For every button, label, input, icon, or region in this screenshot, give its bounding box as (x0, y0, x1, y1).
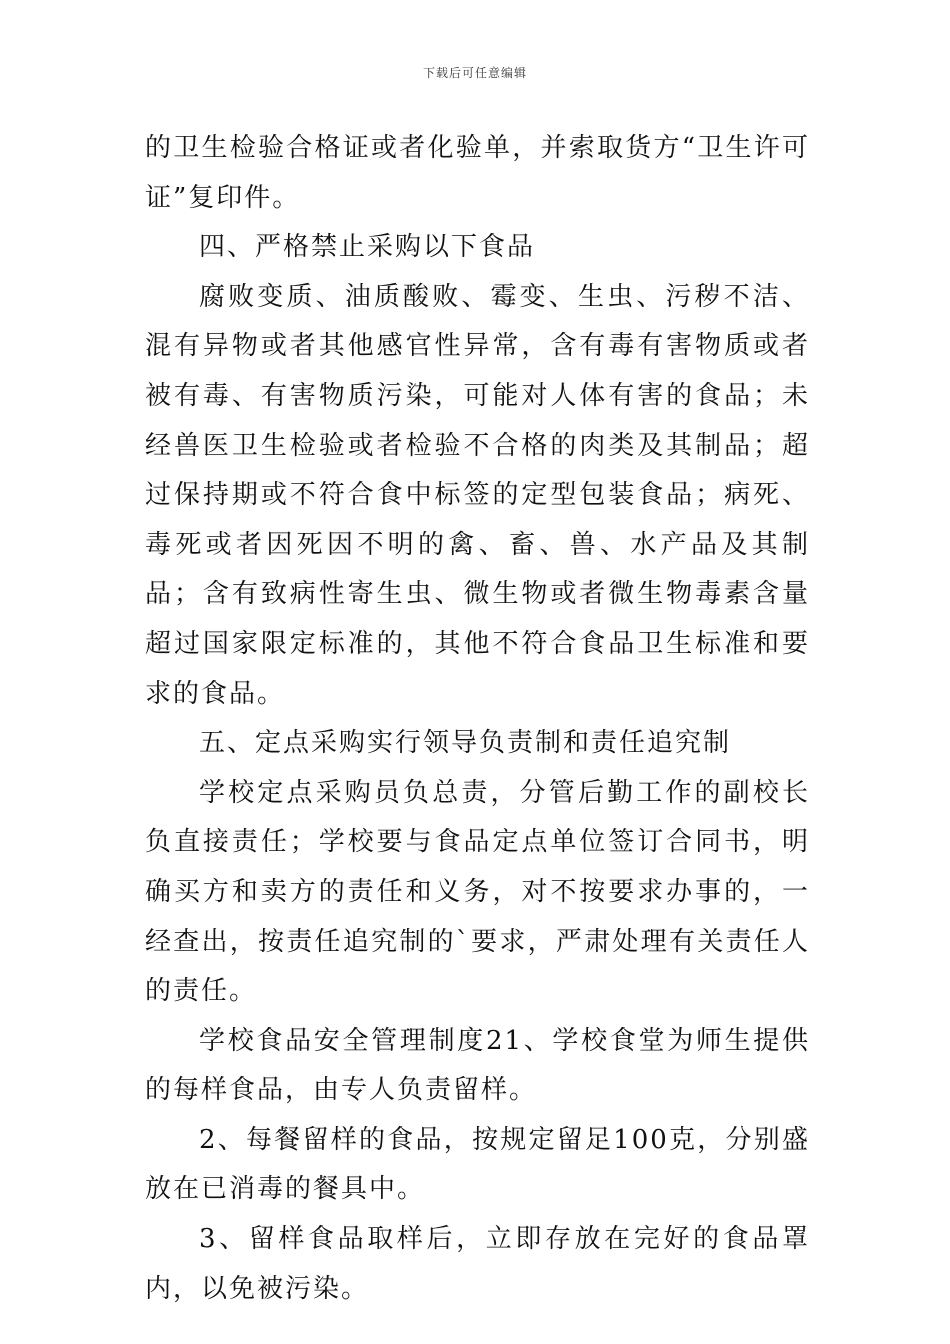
paragraph: 学校定点采购员负总责，分管后勤工作的副校长负直接责任；学校要与食品定点单位签订合同书，明确买方和卖方的责任和义务，对不按要求办事的，一经查出，按责任追究制的`要求，严肃处理有关责任人的责任。 (145, 777, 810, 1007)
paragraph: 腐败变质、油质酸败、霉变、生虫、污秽不洁、混有异物或者其他感官性异常，含有毒有害物质或者被有毒、有害物质污染，可能对人体有害的食品；未经兽医卫生检验或者检验不合格的肉类及其制品；超过保持期或不符合食中标签的定型包装食品；病死、毒死或者因死因不明的禽、畜、兽、水产品及其制品；含有致病性寄生虫、微生物或者微生物毒素含量超过国家限定标准的，其他不符合食品卫生标准和要求的食品。 (145, 281, 810, 709)
paragraph: 2、每餐留样的食品，按规定留足100克，分别盛放在已消毒的餐具中。 (145, 1124, 810, 1205)
paragraph: 3、留样食品取样后，立即存放在完好的食品罩内，以免被污染。 (145, 1224, 810, 1304)
document-body (145, 124, 810, 1314)
section-heading: 四、严格禁止采购以下食品 (199, 232, 536, 263)
page-header-note: 下载后可任意编辑 (422, 66, 527, 80)
paragraph: 的卫生检验合格证或者化验单，并索取货方“卫生许可证”复印件。 (145, 133, 810, 213)
section-heading: 五、定点采购实行领导负责制和责任追究制 (199, 728, 732, 759)
paragraph: 学校食品安全管理制度21、学校食堂为师生提供的每样食品，由专人负责留样。 (145, 1025, 810, 1106)
